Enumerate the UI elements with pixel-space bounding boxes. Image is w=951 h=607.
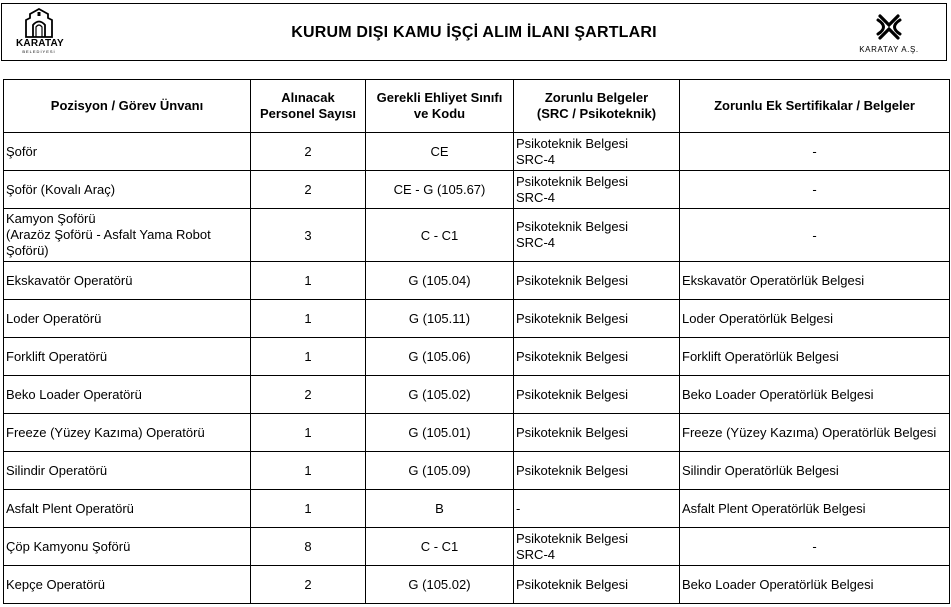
cell-license: C - C1 [366,528,514,566]
cell-position: Beko Loader Operatörü [4,376,251,414]
header-docs-line1: Zorunlu Belgeler [544,90,649,105]
cell-license: G (105.09) [366,452,514,490]
header-count-line2: Personel Sayısı [259,106,357,121]
doc-line: Psikoteknik Belgesi [516,135,628,151]
cell-certs: Beko Loader Operatörlük Belgesi [680,376,950,414]
cell-certs: Beko Loader Operatörlük Belgesi [680,566,950,604]
cell-count: 1 [251,262,366,300]
header-personnel-count [251,80,366,133]
table-header-row [4,80,950,133]
cell-docs: Psikoteknik Belgesi [514,566,680,604]
table-row [4,376,950,414]
header-docs-line2: (SRC / Psikoteknik) [536,106,657,121]
header-extra-certificates: Zorunlu Ek Sertifikalar / Belgeler [680,80,950,133]
cell-docs: Psikoteknik Belgesi [514,376,680,414]
cell-docs: Psikoteknik Belgesi [514,262,680,300]
cell-docs [514,528,680,566]
cell-license: G (105.04) [366,262,514,300]
header-license-line1: Gerekli Ehliyet Sınıfı [376,90,503,105]
left-logo-subtext: BELEDİYESİ [22,49,56,54]
cell-certs: Ekskavatör Operatörlük Belgesi [680,262,950,300]
header-count-line1: Alınacak [281,90,335,105]
cell-position: Freeze (Yüzey Kazıma) Operatörü [4,414,251,452]
cell-docs: Psikoteknik Belgesi [514,338,680,376]
cell-position: Silindir Operatörü [4,452,251,490]
header-license [366,80,514,133]
cell-count: 2 [251,133,366,171]
cell-position: Çöp Kamyonu Şoförü [4,528,251,566]
cell-docs: Psikoteknik Belgesi [514,300,680,338]
cell-position: Forklift Operatörü [4,338,251,376]
header-required-docs [514,80,680,133]
cell-certs: Freeze (Yüzey Kazıma) Operatörlük Belgesi [680,414,950,452]
cell-license: G (105.02) [366,376,514,414]
cell-docs [514,171,680,209]
cell-license: G (105.01) [366,414,514,452]
cell-position: Loder Operatörü [4,300,251,338]
cell-count: 1 [251,338,366,376]
cell-license: G (105.02) [366,566,514,604]
doc-line: Psikoteknik Belgesi [516,530,628,546]
cell-certs: - [680,209,950,262]
cell-certs: Silindir Operatörlük Belgesi [680,452,950,490]
cell-certs: - [680,528,950,566]
table-row [4,171,950,209]
table-row [4,566,950,604]
doc-line: SRC-4 [516,235,556,250]
cell-count: 1 [251,414,366,452]
cell-certs: Loder Operatörlük Belgesi [680,300,950,338]
cell-docs: Psikoteknik Belgesi [514,452,680,490]
cell-certs: Forklift Operatörlük Belgesi [680,338,950,376]
table-row [4,452,950,490]
cell-count: 1 [251,452,366,490]
cell-position: Şoför (Kovalı Araç) [4,171,251,209]
cell-docs: - [514,490,680,528]
table-row [4,338,950,376]
karatay-as-logo [852,12,926,56]
cell-docs: Psikoteknik Belgesi [514,414,680,452]
document-title: KURUM DIŞI KAMU İŞÇİ ALIM İLANI ŞARTLARI [291,24,657,41]
cell-license: B [366,490,514,528]
right-logo-text: KARATAY A.Ş. [859,45,919,54]
header-position: Pozisyon / Görev Ünvanı [4,80,251,133]
cell-docs [514,209,680,262]
cell-count: 2 [251,171,366,209]
document-header [1,3,947,61]
cell-docs [514,133,680,171]
table-row [4,209,950,262]
cell-count: 2 [251,566,366,604]
doc-line: SRC-4 [516,546,556,562]
cell-license: G (105.06) [366,338,514,376]
cell-license: G (105.11) [366,300,514,338]
cell-certs: - [680,133,950,171]
cell-count: 1 [251,300,366,338]
doc-line: Psikoteknik Belgesi [516,219,628,234]
table-row [4,262,950,300]
job-requirements-table [3,79,950,604]
cell-count: 1 [251,490,366,528]
left-logo-text: KARATAY [16,38,64,49]
cell-position: Kepçe Operatörü [4,566,251,604]
position-line: (Arazöz Şoförü - Asfalt Yama Robot [6,227,211,242]
cell-position [4,209,251,262]
table-row [4,490,950,528]
doc-line: Psikoteknik Belgesi [516,173,628,189]
table-row [4,528,950,566]
knot-emblem-icon [874,12,904,42]
header-license-line2: ve Kodu [413,106,466,121]
position-line: Kamyon Şoförü [6,211,96,226]
cell-position: Ekskavatör Operatörü [4,262,251,300]
position-line: Şoförü) [6,243,49,258]
table-row [4,414,950,452]
cell-count: 8 [251,528,366,566]
cell-position: Asfalt Plent Operatörü [4,490,251,528]
cell-count: 3 [251,209,366,262]
cell-license: C - C1 [366,209,514,262]
table-row [4,133,950,171]
cell-license: CE - G (105.67) [366,171,514,209]
cell-position: Şoför [4,133,251,171]
doc-line: SRC-4 [516,151,556,167]
cell-certs: Asfalt Plent Operatörlük Belgesi [680,490,950,528]
cell-count: 2 [251,376,366,414]
cell-certs: - [680,171,950,209]
cell-license: CE [366,133,514,171]
doc-line: SRC-4 [516,189,556,205]
table-row [4,300,950,338]
